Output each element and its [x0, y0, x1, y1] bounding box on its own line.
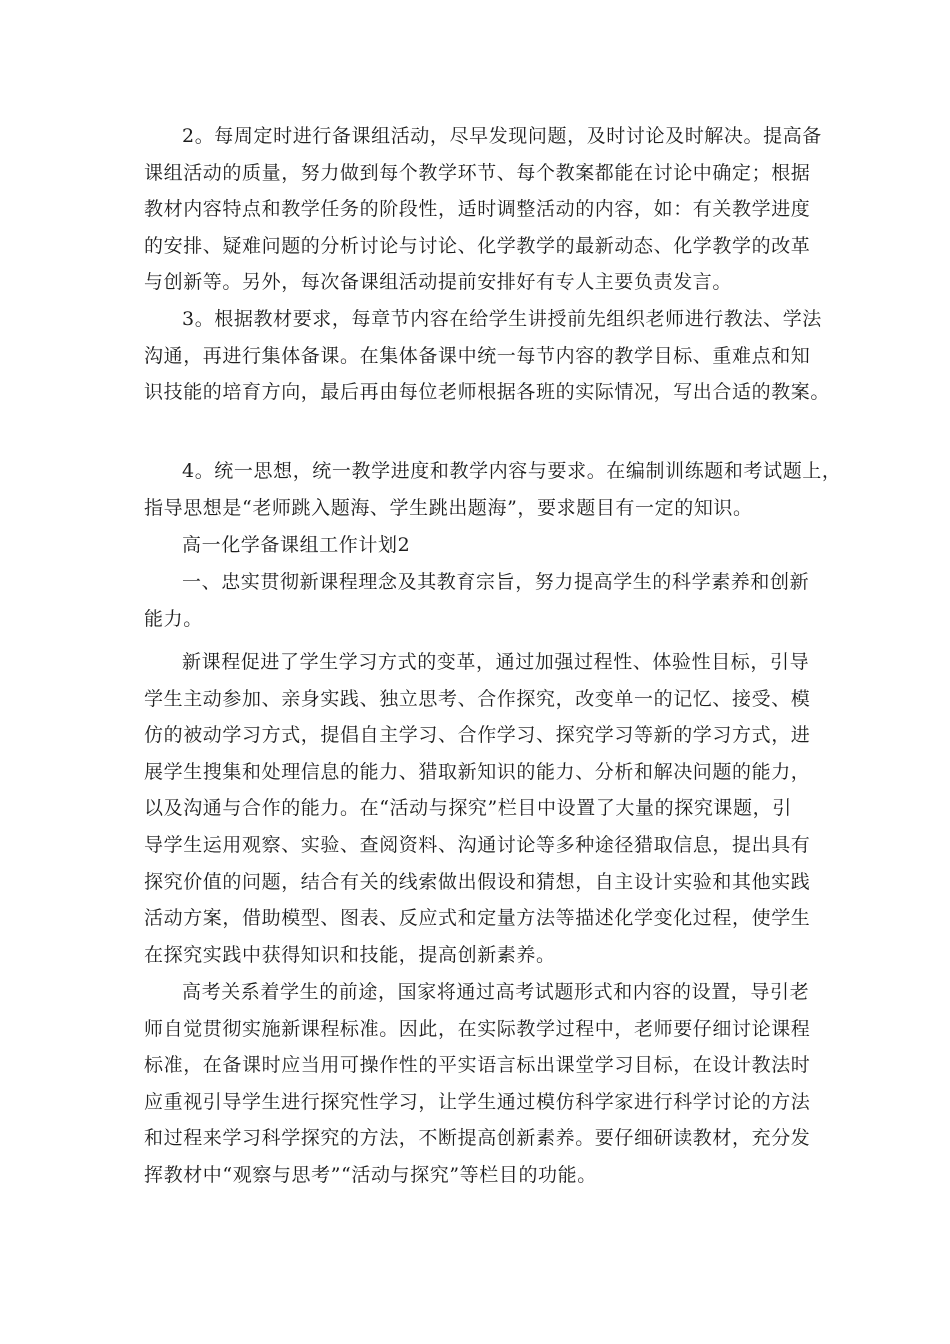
text-line: 与创新等。另外，每次备课组活动提前安排好有专人主要负责发言。 — [144, 271, 733, 294]
paragraph-point-one — [144, 564, 824, 637]
paragraph-item-4 — [144, 453, 842, 526]
text-line: 展学生搜集和处理信息的能力、猎取新知识的能力、分析和解决问题的能力， — [144, 760, 811, 783]
paragraph-item-2 — [144, 118, 824, 301]
heading-text: 高一化学备课组工作计划2 — [182, 534, 411, 556]
text-line: 4。统一思想，统一教学进度和教学内容与要求。在编制训练题和考试题上， — [182, 460, 842, 482]
text-line: 一、忠实贯彻新课程理念及其教育宗旨，努力提高学生的科学素养和创新 — [182, 571, 810, 593]
text-line: 应重视引导学生进行探究性学习，让学生通过模仿科学家进行科学讨论的方法 — [144, 1090, 811, 1113]
text-line: 2。每周定时进行备课组活动，尽早发现问题，及时讨论及时解决。提高备 — [182, 125, 822, 147]
paragraph-exam — [144, 974, 824, 1194]
text-line: 新课程促进了学生学习方式的变革，通过加强过程性、体验性目标，引导 — [182, 651, 810, 673]
text-line: 导学生运用观察、实验、查阅资料、沟通讨论等多种途径猎取信息，提出具有 — [144, 833, 811, 856]
text-line: 学生主动参加、亲身实践、独立思考、合作探究，改变单一的记忆、接受、模 — [144, 687, 811, 710]
text-line: 挥教材中“观察与思考”“活动与探究”等栏目的功能。 — [144, 1163, 597, 1186]
text-line: 仿的被动学习方式，提倡自主学习、合作学习、探究学习等新的学习方式，进 — [144, 724, 811, 747]
text-line: 教材内容特点和教学任务的阶段性，适时调整活动的内容，如：有关教学进度 — [144, 198, 811, 221]
text-line: 识技能的培育方向，最后再由每位老师根据各班的实际情况，写出合适的教案。 — [144, 381, 831, 404]
text-line: 高考关系着学生的前途，国家将通过高考试题形式和内容的设置，导引老 — [182, 981, 810, 1003]
text-line: 3。根据教材要求，每章节内容在给学生讲授前先组织老师进行教法、学法 — [182, 308, 822, 330]
text-line: 指导思想是“老师跳入题海、学生跳出题海”，要求题目有一定的知识。 — [144, 496, 753, 519]
text-line: 探究价值的问题，结合有关的线索做出假设和猜想，自主设计实验和其他实践 — [144, 870, 811, 893]
text-line: 的安排、疑难问题的分析讨论与讨论、化学教学的最新动态、化学教学的改革 — [144, 234, 811, 257]
section-heading — [144, 527, 824, 564]
text-line: 沟通，再进行集体备课。在集体备课中统一每节内容的教学目标、重难点和知 — [144, 344, 811, 367]
paragraph-new-curriculum — [144, 644, 824, 973]
text-line: 以及沟通与合作的能力。在“活动与探究”栏目中设置了大量的探究课题，引 — [144, 797, 792, 820]
text-line: 课组活动的质量，努力做到每个教学环节、每个教案都能在讨论中确定；根据 — [144, 161, 811, 184]
text-line: 能力。 — [144, 607, 203, 630]
text-line: 标准，在备课时应当用可操作性的平实语言标出课堂学习目标，在设计教法时 — [144, 1054, 811, 1077]
text-line: 师自觉贯彻实施新课程标准。因此，在实际教学过程中，老师要仔细讨论课程 — [144, 1017, 811, 1040]
text-line: 活动方案，借助模型、图表、反应式和定量方法等描述化学变化过程，使学生 — [144, 907, 811, 930]
paragraph-item-3 — [144, 301, 831, 411]
text-line: 和过程来学习科学探究的方法，不断提高创新素养。要仔细研读教材，充分发 — [144, 1127, 811, 1150]
text-line: 在探究实践中获得知识和技能，提高创新素养。 — [144, 943, 556, 966]
